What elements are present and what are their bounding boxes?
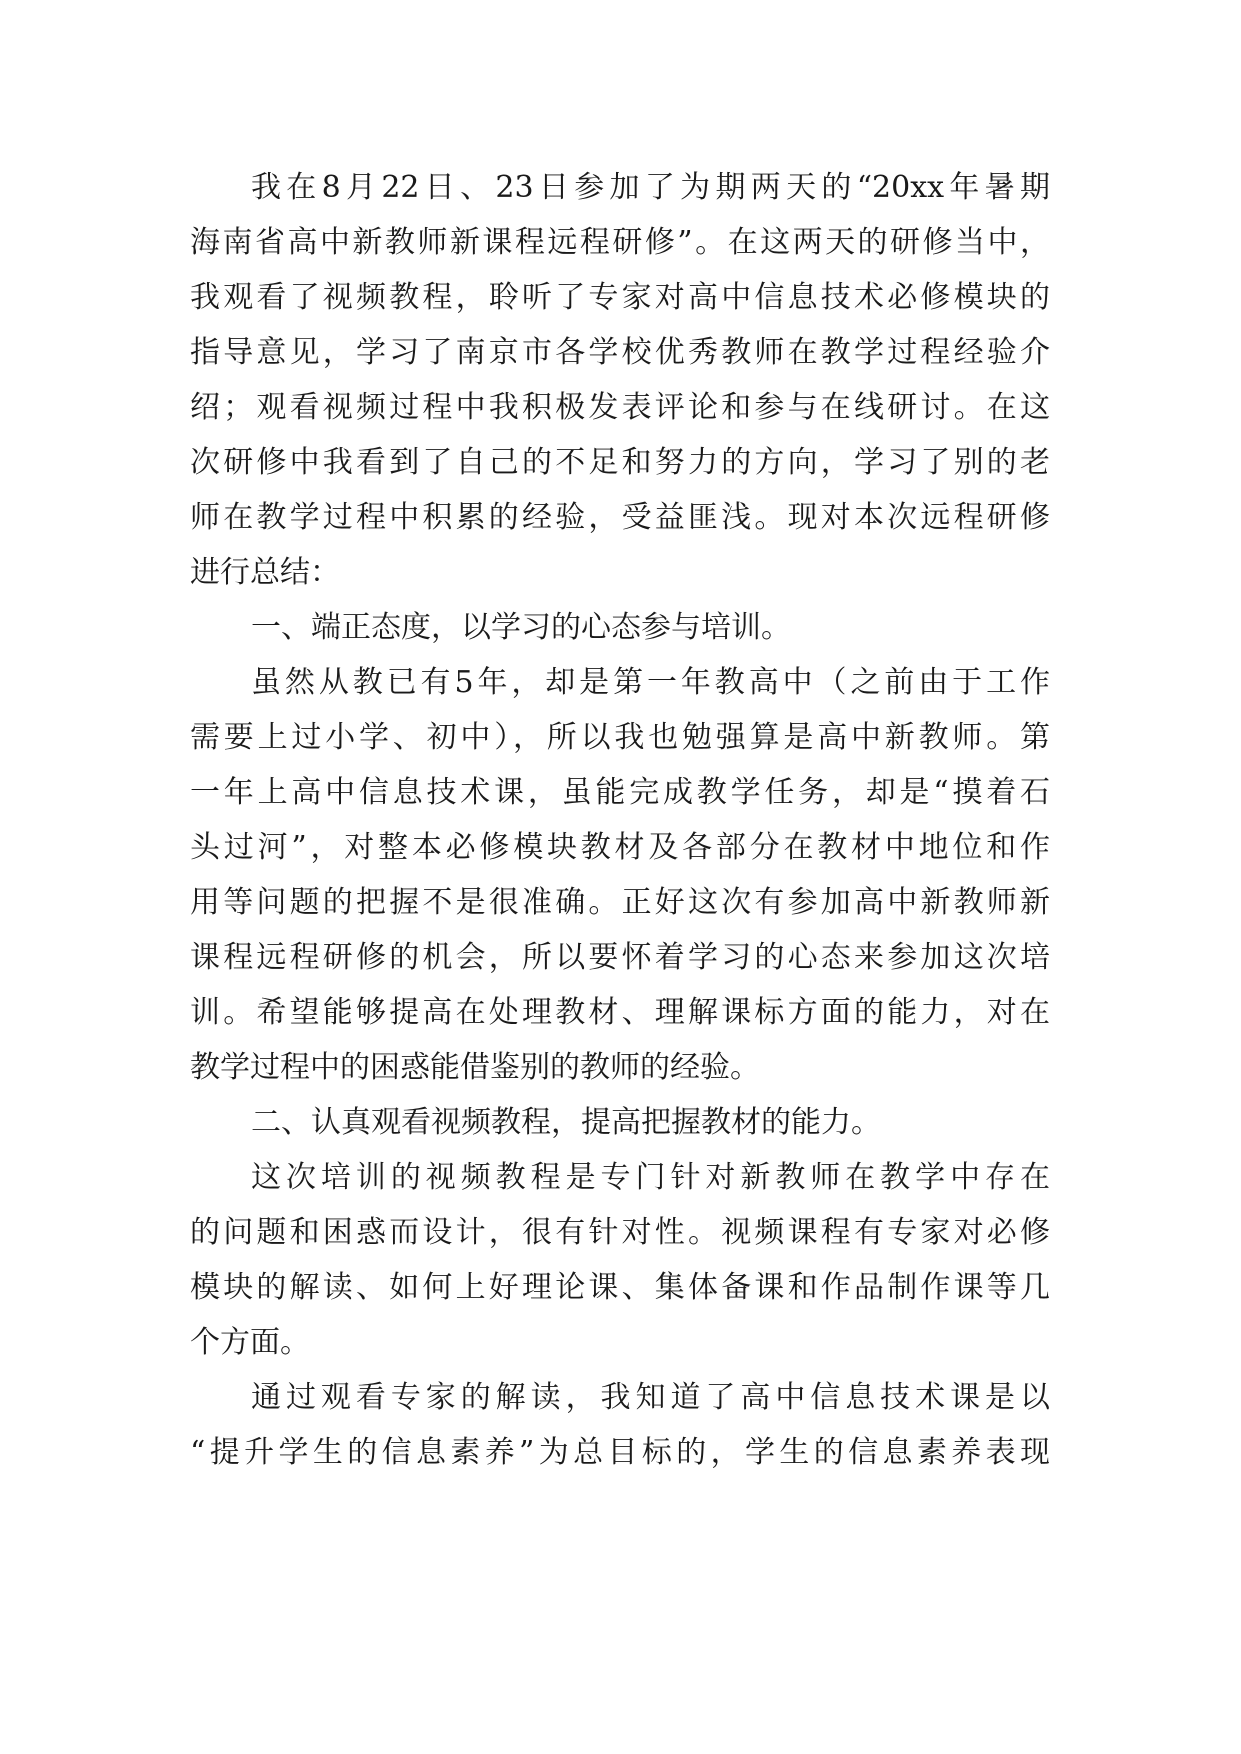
text-line: 我在8月22日、23日参加了为期两天的“20xx年暑期 — [251, 170, 1050, 205]
text-line: 的问题和困惑而设计，很有针对性。视频课程有专家对必修 — [190, 1215, 1050, 1250]
text-line: 师在教学过程中积累的经验，受益匪浅。现对本次远程研修 — [190, 500, 1050, 535]
text-line: 课程远程研修的机会，所以要怀着学习的心态来参加这次培 — [190, 940, 1050, 975]
text-line: 绍；观看视频过程中我积极发表评论和参与在线研讨。在这 — [190, 390, 1050, 425]
text-line: 我观看了视频教程，聆听了专家对高中信息技术必修模块的 — [190, 280, 1050, 315]
text-line: 教学过程中的困惑能借鉴别的教师的经验。 — [190, 1050, 760, 1085]
text-line: 一、端正态度，以学习的心态参与培训。 — [251, 610, 791, 645]
text-line: 通过观看专家的解读，我知道了高中信息技术课是以 — [251, 1380, 1050, 1415]
document-body — [190, 160, 1050, 1480]
text-line: 一年上高中信息技术课，虽能完成教学任务，却是“摸着石 — [190, 775, 1050, 810]
text-line: 头过河”，对整本必修模块教材及各部分在教材中地位和作 — [190, 830, 1050, 865]
text-line: 海南省高中新教师新课程远程研修”。在这两天的研修当中， — [190, 225, 1050, 260]
text-line: 进行总结： — [190, 555, 340, 590]
text-line: 模块的解读、如何上好理论课、集体备课和作品制作课等几 — [190, 1270, 1050, 1305]
text-line: 次研修中我看到了自己的不足和努力的方向，学习了别的老 — [190, 445, 1050, 480]
text-line: 这次培训的视频教程是专门针对新教师在教学中存在 — [251, 1160, 1050, 1195]
text-line: 个方面。 — [190, 1325, 310, 1360]
text-line: 指导意见，学习了南京市各学校优秀教师在教学过程经验介 — [190, 335, 1050, 370]
text-line: “提升学生的信息素养”为总目标的，学生的信息素养表现 — [190, 1435, 1050, 1470]
text-line: 虽然从教已有5年，却是第一年教高中（之前由于工作 — [251, 665, 1050, 700]
text-line: 用等问题的把握不是很准确。正好这次有参加高中新教师新 — [190, 885, 1050, 920]
text-line: 需要上过小学、初中），所以我也勉强算是高中新教师。第 — [190, 720, 1050, 755]
text-line: 训。希望能够提高在处理教材、理解课标方面的能力，对在 — [190, 995, 1050, 1030]
text-line: 二、认真观看视频教程，提高把握教材的能力。 — [251, 1105, 881, 1140]
